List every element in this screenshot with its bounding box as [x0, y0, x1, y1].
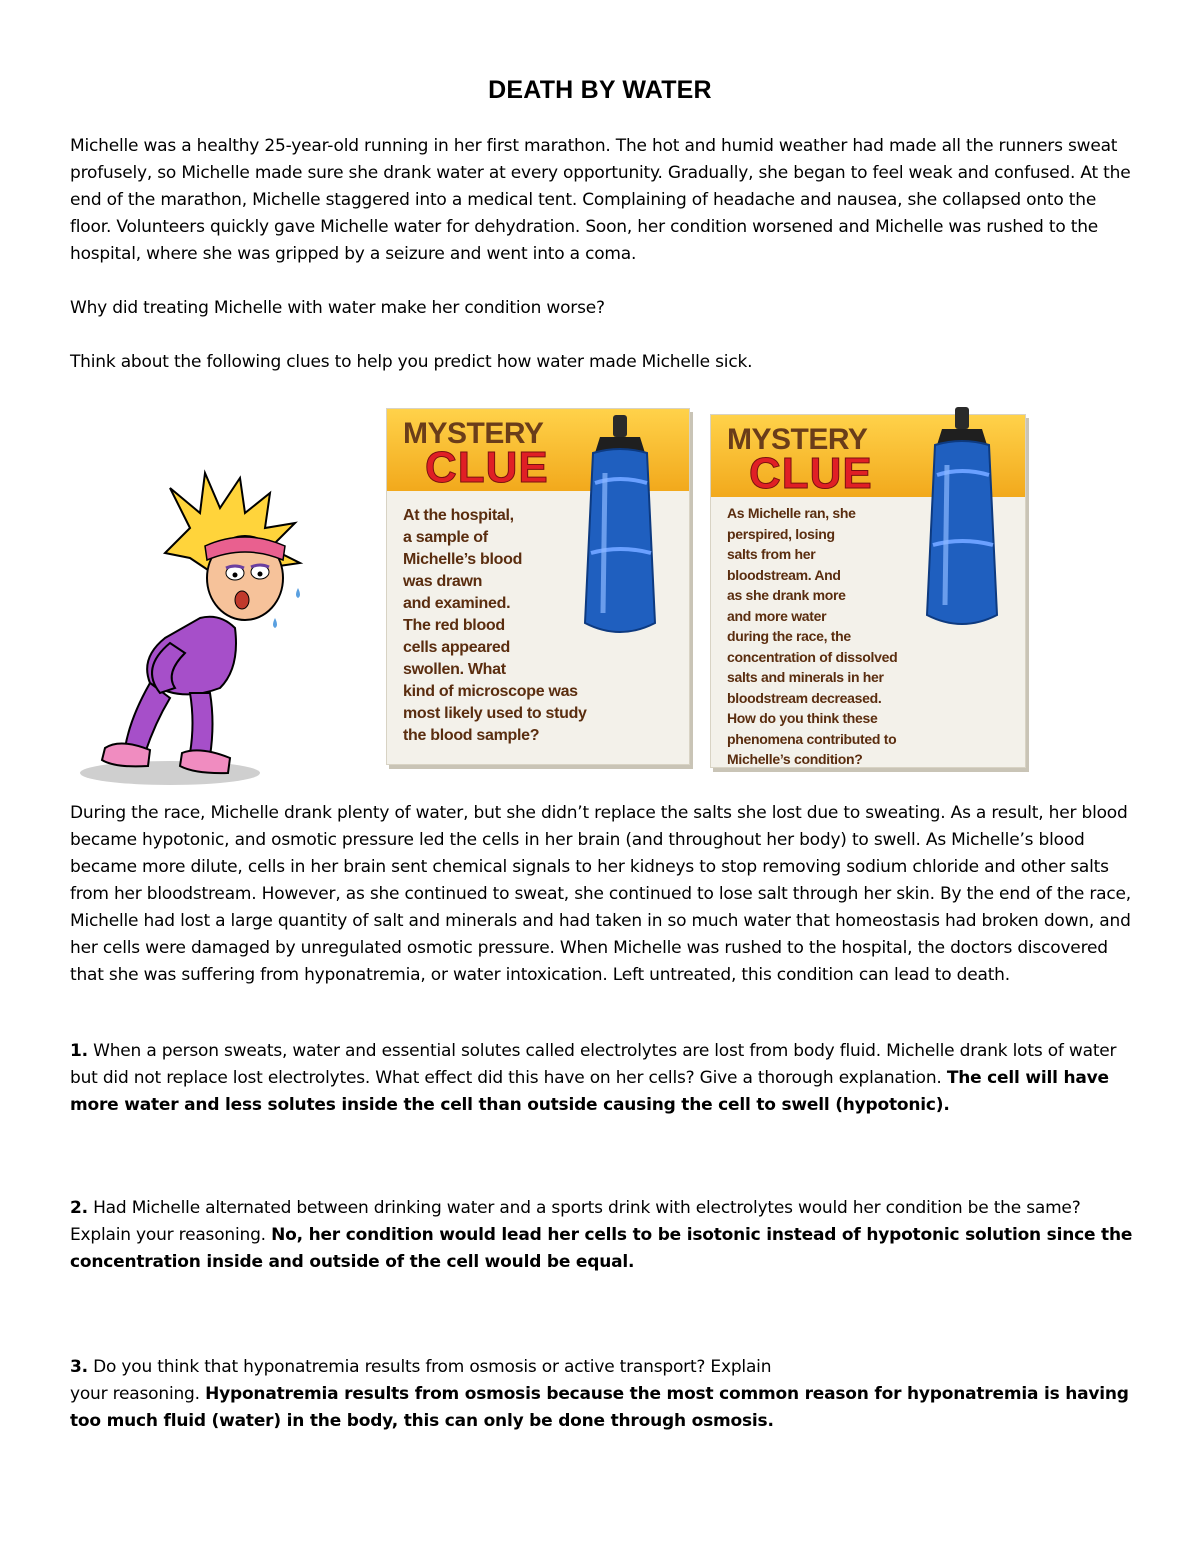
question-2 — [70, 1195, 1136, 1276]
question-number: 3. — [70, 1357, 88, 1377]
clue-text: At the hospital, a sample of Michelle’s blood was drawn and examined. The red blood cells appeared swollen. What kind of microscope was most likely used to study the blood sample? — [403, 507, 587, 744]
clue-figure — [70, 398, 1136, 798]
question-number: 2. — [70, 1198, 88, 1218]
clue-prompt: Think about the following clues to help you predict how water made Michelle sick. — [70, 352, 753, 372]
mystery-heading: MYSTERY — [403, 417, 544, 450]
mystery-heading: MYSTERY — [727, 423, 868, 456]
question-text: Do you think that hyponatremia results from osmosis or active transport? Explain — [87, 1357, 772, 1377]
clue-heading: CLUE — [749, 449, 873, 498]
mystery-clue-card-1 — [386, 408, 690, 765]
page-title: DEATH BY WATER — [488, 76, 712, 104]
answer-text: Hyponatremia results from osmosis because the most common reason for hyponatremia is having too much fluid (water) in the body, this can only be done through osmosis. — [70, 1384, 1129, 1431]
question-1 — [70, 1038, 1136, 1119]
intro-paragraph: Michelle was a healthy 25-year-old running in her first marathon. The hot and humid weather had made all the runners sweat profusely, so Michelle made sure she drank water at every opportunity. Gradually, she began to feel weak and confused. At the end of the marathon, Michelle staggered into a medical tent. Complaining of headache and nausea, she collapsed onto the floor. Volunteers quickly gave Michelle water for dehydration. Soon, her condition worsened and Michelle was rushed to the hospital, where she was gripped by a seizure and went into a coma. — [70, 136, 1131, 264]
tired-runner-illustration — [70, 468, 370, 788]
main-question: Why did treating Michelle with water make her condition worse? — [70, 298, 605, 318]
explanation-paragraph: During the race, Michelle drank plenty of water, but she didn’t replace the salts she lost due to sweating. As a result, her blood became hypotonic, and osmotic pressure led the cells in her brain (and throughout her body) to swell. As Michelle’s blood became more dilute, cells in her brain sent chemical signals to her kidneys to stop removing sodium chloride and other salts from her bloodstream. However, as she continued to sweat, she continued to lose salt through her skin. By the end of the race, Michelle had lost a large quantity of salt and minerals and had taken in so much water that homeostasis had broken down, and her cells were damaged by unregulated osmotic pressure. When Michelle was rushed to the hospital, the doctors discovered that she was suffering from hyponatremia, or water intoxication. Left untreated, this condition can lead to death. — [70, 803, 1131, 985]
question-text-cont: your reasoning. — [70, 1384, 206, 1404]
clue-heading: CLUE — [425, 443, 549, 492]
answer-text: The cell will have more water and less solutes inside the cell than outside causing the cell to swell (hypotonic). — [70, 1068, 1109, 1115]
question-text: When a person sweats, water and essential solutes called electrolytes are lost from body fluid. Michelle drank lots of water but did not replace lost electrolytes. What effect did this have on her cells? Give a thorough explanation. — [70, 1041, 1117, 1088]
clue-text: As Michelle ran, she perspired, losing salts from her bloodstream. And as she drank more and more water during the race, the concentration of dissolved salts and minerals in her bloodstream decreased. How do you think these phenomena contributed to Michelle’s condition? — [727, 505, 898, 767]
question-3 — [70, 1354, 1136, 1435]
answer-text: No, her condition would lead her cells to be isotonic instead of hypotonic solution since the concentration inside and outside of the cell would be equal. — [70, 1225, 1133, 1272]
question-text: Had Michelle alternated between drinking water and a sports drink with electrolytes would her condition be the same? Explain your reasoning. — [70, 1198, 1081, 1245]
question-number: 1. — [70, 1041, 88, 1061]
mystery-clue-card-2 — [710, 414, 1026, 768]
